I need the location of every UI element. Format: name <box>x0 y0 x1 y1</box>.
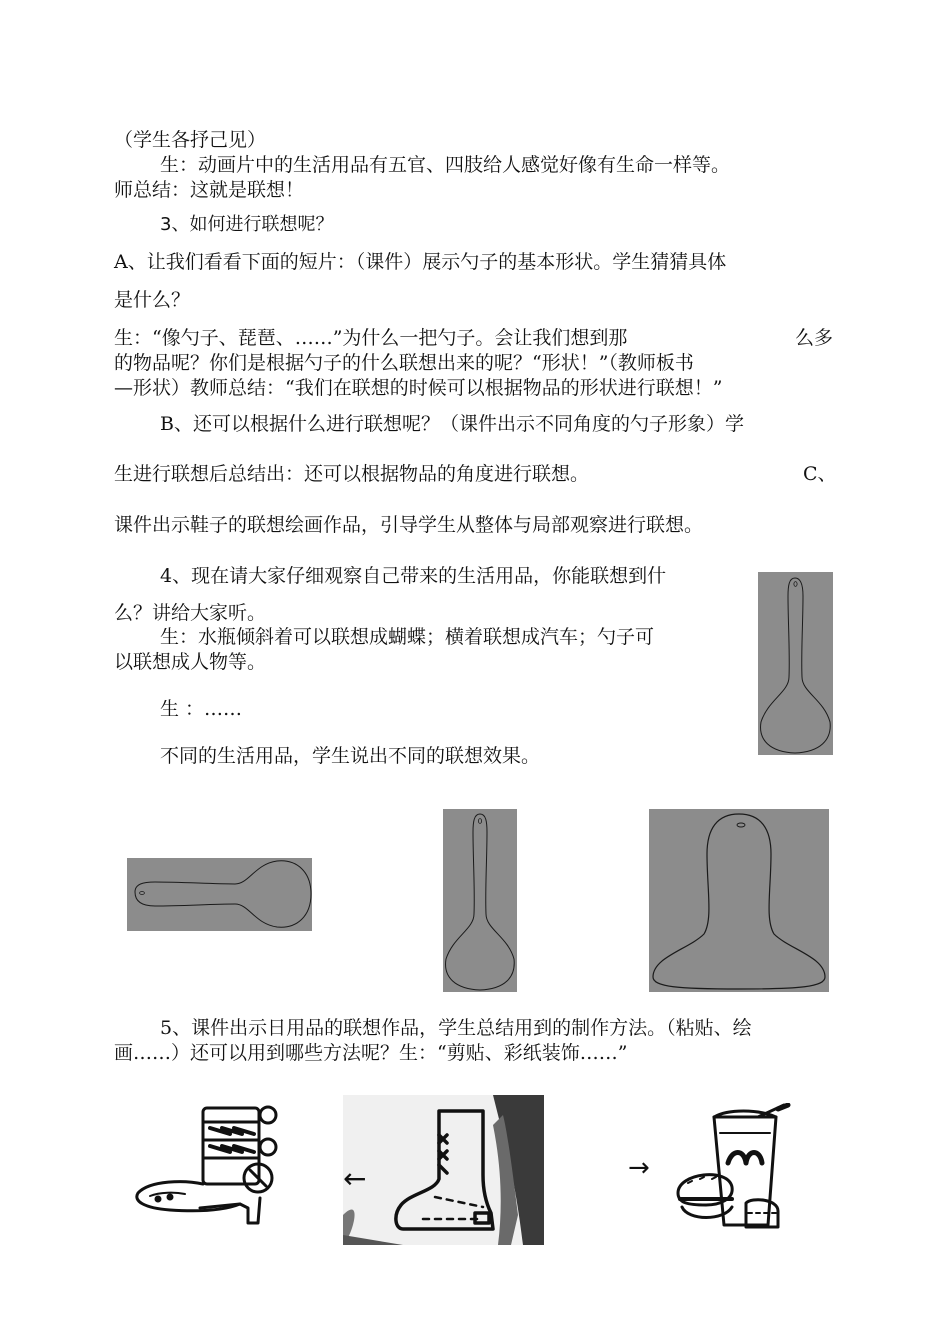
text-line-17: 生 ：…… <box>160 698 243 720</box>
section-heading-4: 4、现在请大家仔细观察自己带来的生活用品，你能联想到什 <box>160 565 667 587</box>
text-line-14: 么？讲给大家听。 <box>114 602 267 624</box>
text-line-16: 以联想成人物等。 <box>114 651 267 673</box>
text-line-a-cont: 是什么？ <box>114 289 191 311</box>
text-line-15: 生：水瓶倾斜着可以联想成蝴蝶；横着联想成汽车；勺子可 <box>160 626 655 648</box>
text-line-11b: C、 <box>803 463 837 485</box>
text-line-9: —形状）教师总结：“我们在联想的时候可以根据物品的形状进行联想！” <box>114 377 723 399</box>
text-line-7a: 生：“像勺子、琵琶、……”为什么一把勺子。会让我们想到那 <box>114 327 628 349</box>
spoon-vertical-icon-middle <box>443 809 517 992</box>
text-line-2: 生：动画片中的生活用品有五官、四肢给人感觉好像有生命一样等。 <box>160 154 731 176</box>
spoon-vertical-icon <box>758 572 833 755</box>
spoon-vertical-figure-right <box>758 572 833 755</box>
text-line-18: 不同的生活用品，学生说出不同的联想效果。 <box>160 745 541 767</box>
arrow-right-icon: → <box>628 1153 650 1183</box>
boot-drawing-middle <box>343 1095 544 1245</box>
section-heading-5: 5、课件出示日用品的联想作品，学生总结用到的制作方法。（粘贴、绘 <box>160 1017 752 1039</box>
text-line-11a: 生进行联想后总结出：还可以根据物品的角度进行联想。 <box>114 463 590 485</box>
text-line-a: A、让我们看看下面的短片：（课件）展示勺子的基本形状。学生猜猜具体 <box>114 251 727 273</box>
spoon-foreshortened-icon <box>649 809 829 992</box>
section-heading-3: 3、如何进行联想呢？ <box>160 214 334 235</box>
lace-boot-icon <box>343 1095 544 1245</box>
text-line-3: 师总结：这就是联想！ <box>114 179 305 201</box>
boot-drawing-left <box>130 1098 280 1226</box>
spoon-horizontal-figure <box>127 858 312 931</box>
text-line-12: 课件出示鞋子的联想绘画作品，引导学生从整体与局部观察进行联想。 <box>114 514 704 536</box>
text-line-20: 画……）还可以用到哪些方法呢？生：“剪贴、彩纸装饰……” <box>114 1042 628 1064</box>
spoon-vertical-figure-middle <box>443 809 517 992</box>
text-line-7b: 么多 <box>795 327 834 349</box>
text-line-b: B、还可以根据什么进行联想呢？（课件出示不同角度的勺子形象）学 <box>160 413 744 435</box>
cup-burger-icon <box>628 1103 808 1243</box>
text-line-1: （学生各抒己见） <box>114 129 267 151</box>
food-drawing-right <box>628 1103 808 1243</box>
arrow-left-icon: ← <box>343 1162 367 1195</box>
text-line-8: 的物品呢？你们是根据勺子的什么联想出来的呢？“形状！”（教师板书 <box>114 352 694 374</box>
high-heel-boot-icon <box>130 1098 280 1226</box>
spoon-horizontal-icon <box>127 858 312 931</box>
spoon-foreshortened-figure <box>649 809 829 992</box>
